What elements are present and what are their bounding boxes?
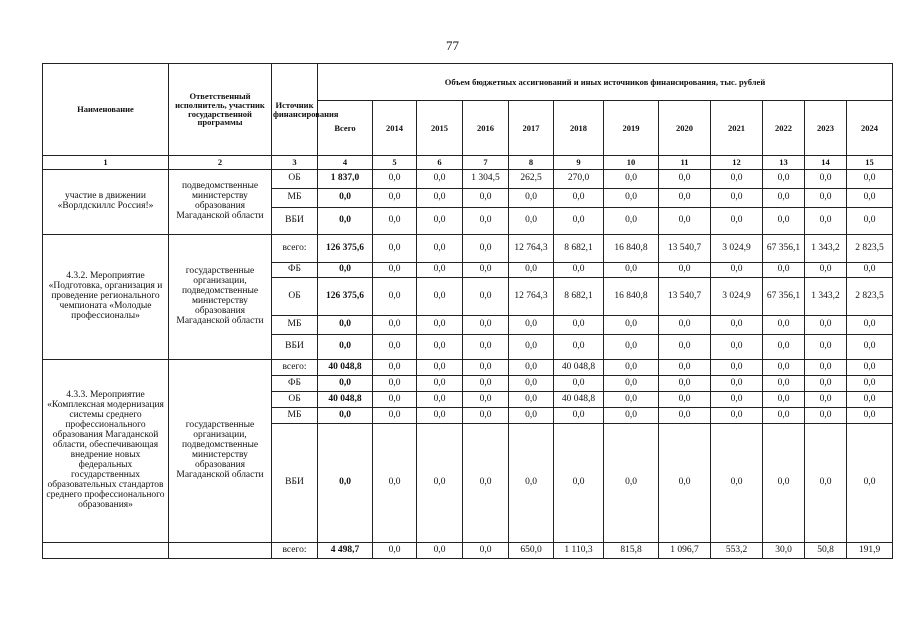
year-value: 0,0 bbox=[554, 376, 604, 392]
year-value: 0,0 bbox=[805, 335, 847, 360]
year-value: 0,0 bbox=[373, 263, 417, 278]
year-value: 0,0 bbox=[373, 335, 417, 360]
column-number: 11 bbox=[659, 156, 711, 170]
year-value: 1 343,2 bbox=[805, 278, 847, 316]
total-value: 0,0 bbox=[318, 376, 373, 392]
year-value: 30,0 bbox=[763, 543, 805, 559]
year-value: 262,5 bbox=[509, 170, 554, 189]
year-value: 40 048,8 bbox=[554, 360, 604, 376]
year-value: 2 823,5 bbox=[847, 278, 893, 316]
year-value: 270,0 bbox=[554, 170, 604, 189]
column-number: 14 bbox=[805, 156, 847, 170]
year-value: 0,0 bbox=[763, 376, 805, 392]
column-number: 1 bbox=[43, 156, 169, 170]
year-value: 0,0 bbox=[711, 170, 763, 189]
year-value: 0,0 bbox=[763, 408, 805, 424]
header-name: Наименование bbox=[43, 64, 169, 156]
year-value: 0,0 bbox=[847, 392, 893, 408]
year-value: 8 682,1 bbox=[554, 278, 604, 316]
year-value: 815,8 bbox=[604, 543, 659, 559]
header-year: 2024 bbox=[847, 101, 893, 156]
column-number: 13 bbox=[763, 156, 805, 170]
year-value: 3 024,9 bbox=[711, 235, 763, 263]
year-value: 0,0 bbox=[847, 424, 893, 543]
year-value: 0,0 bbox=[763, 189, 805, 208]
year-value: 0,0 bbox=[711, 376, 763, 392]
header-year: 2020 bbox=[659, 101, 711, 156]
year-value: 0,0 bbox=[805, 376, 847, 392]
year-value: 1 343,2 bbox=[805, 235, 847, 263]
funding-source: ФБ bbox=[272, 263, 318, 278]
year-value: 0,0 bbox=[554, 316, 604, 335]
year-value: 1 110,3 bbox=[554, 543, 604, 559]
year-value: 40 048,8 bbox=[554, 392, 604, 408]
table-row bbox=[43, 235, 893, 263]
year-value: 0,0 bbox=[659, 335, 711, 360]
header-year: 2015 bbox=[417, 101, 463, 156]
year-value: 0,0 bbox=[417, 408, 463, 424]
year-value: 0,0 bbox=[509, 360, 554, 376]
year-value: 0,0 bbox=[805, 189, 847, 208]
year-value: 0,0 bbox=[763, 170, 805, 189]
year-value: 0,0 bbox=[659, 263, 711, 278]
year-value: 0,0 bbox=[417, 360, 463, 376]
header-year: 2014 bbox=[373, 101, 417, 156]
header-year: 2017 bbox=[509, 101, 554, 156]
column-number: 8 bbox=[509, 156, 554, 170]
year-value: 0,0 bbox=[659, 170, 711, 189]
year-value: 0,0 bbox=[711, 189, 763, 208]
header-budget-title: Объем бюджетных ассигнований и иных источников финансирования, тыс. рублей bbox=[318, 64, 893, 101]
year-value: 13 540,7 bbox=[659, 278, 711, 316]
year-value: 650,0 bbox=[509, 543, 554, 559]
year-value: 0,0 bbox=[417, 392, 463, 408]
year-value: 0,0 bbox=[554, 208, 604, 235]
year-value: 0,0 bbox=[373, 235, 417, 263]
year-value: 3 024,9 bbox=[711, 278, 763, 316]
year-value: 0,0 bbox=[463, 208, 509, 235]
year-value: 67 356,1 bbox=[763, 235, 805, 263]
year-value: 0,0 bbox=[373, 316, 417, 335]
column-number: 12 bbox=[711, 156, 763, 170]
year-value: 0,0 bbox=[659, 376, 711, 392]
year-value: 0,0 bbox=[373, 360, 417, 376]
year-value: 0,0 bbox=[604, 263, 659, 278]
column-number: 7 bbox=[463, 156, 509, 170]
year-value: 0,0 bbox=[417, 263, 463, 278]
total-value: 4 498,7 bbox=[318, 543, 373, 559]
year-value: 0,0 bbox=[373, 424, 417, 543]
funding-source: МБ bbox=[272, 316, 318, 335]
year-value: 0,0 bbox=[463, 360, 509, 376]
total-value: 0,0 bbox=[318, 408, 373, 424]
year-value: 12 764,3 bbox=[509, 235, 554, 263]
year-value: 0,0 bbox=[373, 189, 417, 208]
year-value: 0,0 bbox=[604, 392, 659, 408]
header-executor: Ответственный исполнитель, участник государственной программы bbox=[169, 64, 272, 156]
total-value: 1 837,0 bbox=[318, 170, 373, 189]
year-value: 0,0 bbox=[659, 408, 711, 424]
column-number: 3 bbox=[272, 156, 318, 170]
measure-name: 4.3.2. Мероприятие «Подготовка, организация и проведение регионального чемпионата «Молодые профессионалы» bbox=[43, 235, 169, 360]
year-value: 0,0 bbox=[604, 170, 659, 189]
header-source: Источник финансирования bbox=[272, 64, 318, 156]
budget-table bbox=[42, 63, 893, 559]
year-value: 0,0 bbox=[509, 424, 554, 543]
funding-source: ФБ bbox=[272, 376, 318, 392]
measure-name: 4.3.3. Мероприятие «Комплексная модернизация системы среднего профессионального образования Магаданской области, обеспечивающая внедрение новых федеральных государственных образовательных стандартов среднего профессионального образования» bbox=[43, 360, 169, 543]
column-number-row bbox=[43, 156, 893, 170]
total-value: 0,0 bbox=[318, 316, 373, 335]
header-year: 2021 bbox=[711, 101, 763, 156]
year-value: 50,8 bbox=[805, 543, 847, 559]
year-value: 0,0 bbox=[847, 335, 893, 360]
year-value: 0,0 bbox=[711, 392, 763, 408]
header-year: 2022 bbox=[763, 101, 805, 156]
total-value: 40 048,8 bbox=[318, 360, 373, 376]
year-value: 0,0 bbox=[463, 235, 509, 263]
funding-source: ОБ bbox=[272, 170, 318, 189]
funding-source: всего: bbox=[272, 235, 318, 263]
year-value: 0,0 bbox=[373, 543, 417, 559]
table-row bbox=[43, 543, 893, 559]
executor-cell bbox=[169, 543, 272, 559]
year-value: 0,0 bbox=[763, 360, 805, 376]
year-value: 0,0 bbox=[554, 335, 604, 360]
year-value: 16 840,8 bbox=[604, 235, 659, 263]
year-value: 12 764,3 bbox=[509, 278, 554, 316]
total-value: 40 048,8 bbox=[318, 392, 373, 408]
total-value: 0,0 bbox=[318, 335, 373, 360]
year-value: 0,0 bbox=[417, 335, 463, 360]
year-value: 0,0 bbox=[509, 208, 554, 235]
year-value: 0,0 bbox=[604, 408, 659, 424]
year-value: 0,0 bbox=[463, 263, 509, 278]
table-body bbox=[43, 170, 893, 559]
year-value: 0,0 bbox=[509, 263, 554, 278]
year-value: 0,0 bbox=[463, 335, 509, 360]
column-number: 5 bbox=[373, 156, 417, 170]
year-value: 0,0 bbox=[509, 335, 554, 360]
year-value: 67 356,1 bbox=[763, 278, 805, 316]
year-value: 0,0 bbox=[847, 376, 893, 392]
year-value: 0,0 bbox=[847, 208, 893, 235]
total-value: 126 375,6 bbox=[318, 235, 373, 263]
year-value: 0,0 bbox=[373, 392, 417, 408]
year-value: 0,0 bbox=[417, 278, 463, 316]
year-value: 0,0 bbox=[659, 360, 711, 376]
year-value: 0,0 bbox=[417, 424, 463, 543]
year-value: 0,0 bbox=[763, 316, 805, 335]
year-value: 0,0 bbox=[463, 424, 509, 543]
year-value: 0,0 bbox=[604, 360, 659, 376]
year-value: 0,0 bbox=[417, 170, 463, 189]
total-value: 0,0 bbox=[318, 208, 373, 235]
total-value: 0,0 bbox=[318, 424, 373, 543]
year-value: 0,0 bbox=[659, 316, 711, 335]
year-value: 0,0 bbox=[554, 424, 604, 543]
year-value: 0,0 bbox=[763, 263, 805, 278]
year-value: 0,0 bbox=[509, 189, 554, 208]
total-value: 126 375,6 bbox=[318, 278, 373, 316]
year-value: 0,0 bbox=[805, 208, 847, 235]
column-number: 15 bbox=[847, 156, 893, 170]
year-value: 0,0 bbox=[417, 316, 463, 335]
year-value: 0,0 bbox=[763, 208, 805, 235]
year-value: 0,0 bbox=[509, 376, 554, 392]
year-value: 0,0 bbox=[805, 170, 847, 189]
year-value: 0,0 bbox=[373, 208, 417, 235]
year-value: 1 304,5 bbox=[463, 170, 509, 189]
year-value: 0,0 bbox=[711, 263, 763, 278]
column-number: 2 bbox=[169, 156, 272, 170]
year-value: 0,0 bbox=[604, 189, 659, 208]
year-value: 0,0 bbox=[373, 278, 417, 316]
column-number: 10 bbox=[604, 156, 659, 170]
measure-name bbox=[43, 543, 169, 559]
column-number: 6 bbox=[417, 156, 463, 170]
year-value: 2 823,5 bbox=[847, 235, 893, 263]
year-value: 1 096,7 bbox=[659, 543, 711, 559]
table-row bbox=[43, 170, 893, 189]
year-value: 553,2 bbox=[711, 543, 763, 559]
year-value: 0,0 bbox=[763, 392, 805, 408]
year-value: 0,0 bbox=[805, 408, 847, 424]
funding-source: всего: bbox=[272, 543, 318, 559]
header-year: 2016 bbox=[463, 101, 509, 156]
page-number: 77 bbox=[446, 38, 459, 53]
year-value: 0,0 bbox=[554, 263, 604, 278]
year-value: 0,0 bbox=[847, 263, 893, 278]
year-value: 0,0 bbox=[711, 408, 763, 424]
year-value: 0,0 bbox=[604, 208, 659, 235]
year-value: 0,0 bbox=[463, 543, 509, 559]
header-year: 2019 bbox=[604, 101, 659, 156]
year-value: 0,0 bbox=[805, 360, 847, 376]
year-value: 13 540,7 bbox=[659, 235, 711, 263]
funding-source: ОБ bbox=[272, 278, 318, 316]
year-value: 0,0 bbox=[805, 392, 847, 408]
funding-source: ВБИ bbox=[272, 208, 318, 235]
year-value: 0,0 bbox=[509, 408, 554, 424]
year-value: 191,9 bbox=[847, 543, 893, 559]
executor-cell: государственные организации, подведомственные министерству образования Магаданской области bbox=[169, 235, 272, 360]
year-value: 0,0 bbox=[847, 170, 893, 189]
year-value: 0,0 bbox=[604, 424, 659, 543]
year-value: 0,0 bbox=[847, 316, 893, 335]
year-value: 8 682,1 bbox=[554, 235, 604, 263]
year-value: 0,0 bbox=[763, 335, 805, 360]
year-value: 0,0 bbox=[763, 424, 805, 543]
header-year: 2023 bbox=[805, 101, 847, 156]
year-value: 0,0 bbox=[509, 316, 554, 335]
measure-name: участие в движении «Ворлдскиллс Россия!» bbox=[43, 170, 169, 235]
year-value: 16 840,8 bbox=[604, 278, 659, 316]
year-value: 0,0 bbox=[659, 392, 711, 408]
year-value: 0,0 bbox=[847, 360, 893, 376]
year-value: 0,0 bbox=[711, 316, 763, 335]
year-value: 0,0 bbox=[659, 208, 711, 235]
funding-source: ОБ bbox=[272, 392, 318, 408]
table-row bbox=[43, 360, 893, 376]
year-value: 0,0 bbox=[417, 189, 463, 208]
year-value: 0,0 bbox=[659, 189, 711, 208]
table-header bbox=[43, 64, 893, 170]
column-number: 9 bbox=[554, 156, 604, 170]
year-value: 0,0 bbox=[847, 189, 893, 208]
year-value: 0,0 bbox=[847, 408, 893, 424]
year-value: 0,0 bbox=[659, 424, 711, 543]
year-value: 0,0 bbox=[417, 235, 463, 263]
year-value: 0,0 bbox=[805, 263, 847, 278]
total-value: 0,0 bbox=[318, 263, 373, 278]
year-value: 0,0 bbox=[373, 170, 417, 189]
header-year: 2018 bbox=[554, 101, 604, 156]
executor-cell: подведомственные министерству образования Магаданской области bbox=[169, 170, 272, 235]
column-number: 4 bbox=[318, 156, 373, 170]
year-value: 0,0 bbox=[463, 408, 509, 424]
year-value: 0,0 bbox=[463, 376, 509, 392]
year-value: 0,0 bbox=[604, 316, 659, 335]
year-value: 0,0 bbox=[604, 335, 659, 360]
year-value: 0,0 bbox=[805, 316, 847, 335]
funding-source: МБ bbox=[272, 408, 318, 424]
year-value: 0,0 bbox=[417, 208, 463, 235]
header-total: Всего bbox=[318, 101, 373, 156]
funding-source: ВБИ bbox=[272, 335, 318, 360]
year-value: 0,0 bbox=[604, 376, 659, 392]
year-value: 0,0 bbox=[417, 376, 463, 392]
year-value: 0,0 bbox=[711, 208, 763, 235]
executor-cell: государственные организации, подведомственные министерству образования Магаданской области bbox=[169, 360, 272, 543]
year-value: 0,0 bbox=[373, 408, 417, 424]
year-value: 0,0 bbox=[463, 189, 509, 208]
year-value: 0,0 bbox=[554, 408, 604, 424]
year-value: 0,0 bbox=[463, 278, 509, 316]
year-value: 0,0 bbox=[509, 392, 554, 408]
year-value: 0,0 bbox=[463, 316, 509, 335]
year-value: 0,0 bbox=[417, 543, 463, 559]
year-value: 0,0 bbox=[373, 376, 417, 392]
funding-source: МБ bbox=[272, 189, 318, 208]
year-value: 0,0 bbox=[554, 189, 604, 208]
year-value: 0,0 bbox=[463, 392, 509, 408]
funding-source: всего: bbox=[272, 360, 318, 376]
funding-source: ВБИ bbox=[272, 424, 318, 543]
year-value: 0,0 bbox=[711, 335, 763, 360]
total-value: 0,0 bbox=[318, 189, 373, 208]
year-value: 0,0 bbox=[711, 424, 763, 543]
year-value: 0,0 bbox=[711, 360, 763, 376]
year-value: 0,0 bbox=[805, 424, 847, 543]
